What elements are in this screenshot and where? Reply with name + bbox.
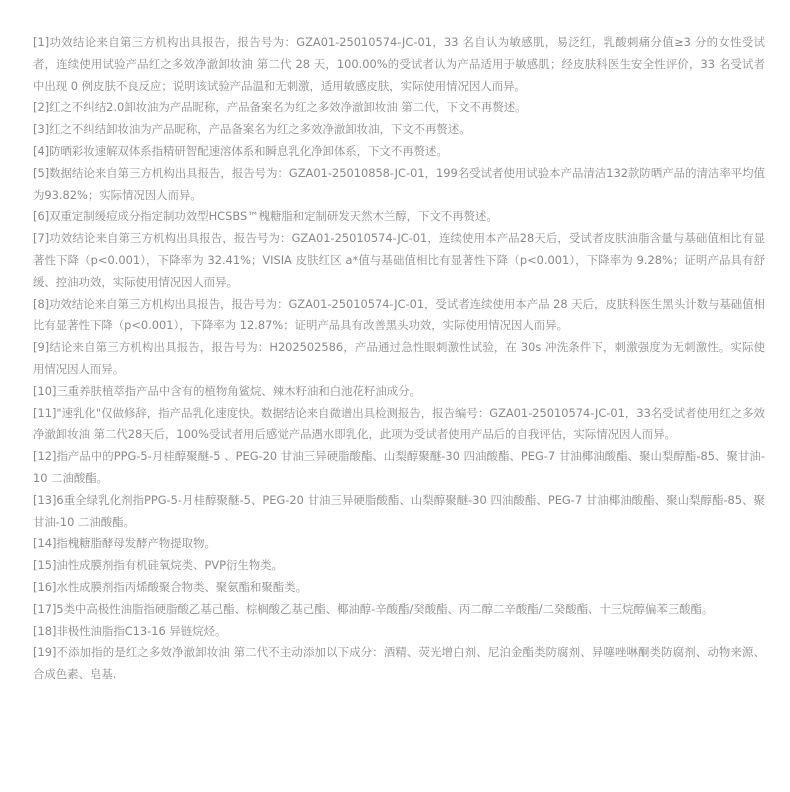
footnote-18: [18]非极性油脂指C13-16 异链烷烃。 xyxy=(33,623,227,638)
footnote-12: [12]指产品中的PPG-5-月桂醇聚醚-5 、PEG-20 甘油三异硬脂酸酯、山梨醇聚醚-30 四油酸酯、PEG-7 甘油椰油酸酯、聚山梨醇酯-85、聚甘油-10 二油酸酯。 xyxy=(33,449,765,485)
footnote-3: [3]红之不纠结卸妆油为产品昵称，产品备案名为红之多效净澈卸妆油，下文不再赘述。 xyxy=(33,122,471,137)
footnote-1: [1]功效结论来自第三方机构出具报告，报告号为：GZA01-25010574-JC-01，33 名自认为敏感肌，易泛红，乳酸刺痛分值≥3 分的女性受试者，连续使用试验产品红之多效净澈卸妆油 第二代 28 天，100.00%的受试者认为产品适用于敏感肌；经皮肤科医生安全性评价，33 名受试者中出现 0 例皮肤不良反应；说明该试验产品温和无刺激，适用敏感皮肤，实际使用情况因人而异。 xyxy=(33,35,765,93)
footnote-7: [7]功效结论来自第三方机构出具报告，报告号为：GZA01-25010574-JC-01，连续使用本产品28天后，受试者皮肤油脂含量与基础值相比有显著性下降（p<0.001），下降率为 32.41%；VISIA 皮肤红区 a*值与基础值相比有显著性下降（p<0.001），下降率为 9.28%；证明产品具有舒缓、控油功效，实际使用情况因人而异。 xyxy=(33,231,765,289)
footnote-6: [6]双重定制缓痘成分指定制功效型HCSBS™槐糖脂和定制研发天然木兰醇，下文不再赘述。 xyxy=(33,209,498,224)
footnote-15: [15]油性成膜剂指有机硅氧烷类、PVP衍生物类。 xyxy=(33,558,283,573)
footnote-19: [19]不添加指的是红之多效净澈卸妆油 第二代不主动添加以下成分：酒精、荧光增白剂、尼泊金酯类防腐剂、异噻唑啉酮类防腐剂、动物来源、合成色素、皂基. xyxy=(33,645,765,682)
footnote-10: [10]三重养肤植萃指产品中含有的植物角鲨烷、辣木籽油和白池花籽油成分。 xyxy=(33,383,421,398)
footnotes-list xyxy=(33,32,765,686)
footnote-4: [4]防晒彩妆速解双体系指精研智配速溶体系和瞬息乳化净卸体系，下文不再赘述。 xyxy=(33,143,448,158)
footnote-5: [5]数据结论来自第三方机构出具报告，报告号为：GZA01-25010858-JC-01，199名受试者使用试验本产品清洁132款防晒产品的清洁率平均值为93.82%；实际情况因人而异。 xyxy=(33,165,765,202)
footnote-14: [14]指槐糖脂酵母发酵产物提取物。 xyxy=(33,536,216,551)
footnote-9: [9]结论来自第三方机构出具报告，报告号为：H202502586，产品通过急性眼刺激性试验，在 30s 冲洗条件下，刺激强度为无刺激性。实际使用情况因人而异。 xyxy=(33,340,765,376)
footnote-2: [2]红之不纠结2.0卸妆油为产品昵称，产品备案名为红之多效净澈卸妆油 第二代，下文不再赘述。 xyxy=(33,100,527,115)
footnote-11: [11]"速乳化"仅做修辞，指产品乳化速度快。数据结论来自微谱出具检测报告，报告编号：GZA01-25010574-JC-01，33名受试者使用红之多效净澈卸妆油 第二代28天后，100%受试者用后感觉产品遇水即乳化，此项为受试者使用产品后的自我评估，实际情况因人而异。 xyxy=(33,405,765,442)
footnote-17: [17]5类中高极性油脂指硬脂酸乙基己酯、棕榈酸乙基己酯、椰油醇-辛酸酯/癸酸酯、丙二醇二辛酸酯/二癸酸酯、十三烷醇偏苯三酸酯。 xyxy=(33,601,714,616)
footnote-13: [13]6重全绿乳化剂指PPG-5-月桂醇聚醚-5、PEG-20 甘油三异硬脂酸酯、山梨醇聚醚-30 四油酸酯、PEG-7 甘油椰油酸酯、聚山梨醇酯-85、聚甘油-10 二油酸酯。 xyxy=(33,492,765,529)
footnote-8: [8]功效结论来自第三方机构出具报告，报告号为：GZA01-25010574-JC-01，受试者连续使用本产品 28 天后，皮肤科医生黑头计数与基础值相比有显著性下降（p<0.001），下降率为 12.87%；证明产品具有改善黑头功效，实际使用情况因人而异。 xyxy=(33,296,765,333)
footnote-16: [16]水性成膜剂指丙烯酸聚合物类、聚氨酯和聚酯类。 xyxy=(33,579,307,594)
